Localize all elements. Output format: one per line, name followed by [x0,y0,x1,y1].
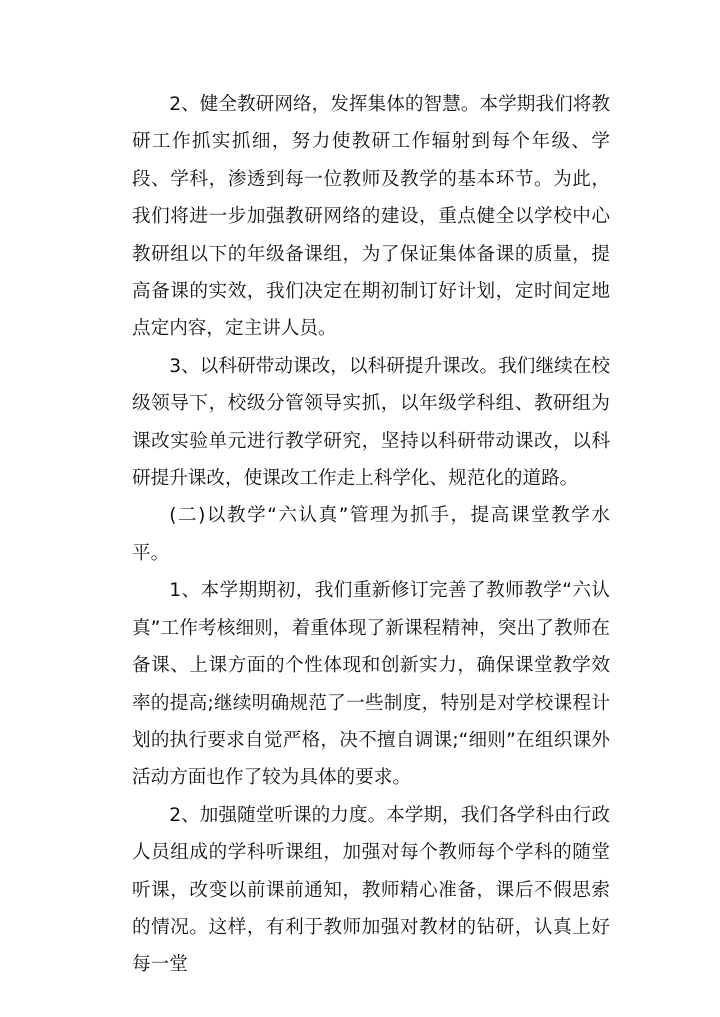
section-heading-2: (二)以教学“六认真”管理为抓手，提高课堂教学水平。 [132,505,610,564]
paragraph-item-3: 3、以科研带动课改，以科研提升课改。我们继续在校级领导下，校级分管领导实抓，以年级学科组、教研组为课改实验单元进行教学研究，坚持以科研带动课改，以科研提升课改，使课改工作走上科学化、规范化的道路。 [132,355,610,490]
paragraph-item-2b: 2、加强随堂听课的力度。本学期，我们各学科由行政人员组成的学科听课组，加强对每个教师每个学科的随堂听课，改变以前课前通知，教师精心准备，课后不假思索的情况。这样，有利于教师加强对教材的钻研，认真上好每一堂 [132,804,610,976]
paragraph-item-1: 1、本学期期初，我们重新修订完善了教师教学“六认真”工作考核细则，着重体现了新课程精神，突出了教师在备课、上课方面的个性体现和创新实力，确保课堂教学效率的提高;继续明确规范了一些制度，特别是对学校课程计划的执行要求自觉严格，决不擅自调课;“细则”在组织课外活动方面也作了较为具体的要求。 [132,580,610,789]
paragraph-item-2: 2、健全教研网络，发挥集体的智慧。本学期我们将教研工作抓实抓细，努力使教研工作辐射到每个年级、学段、学科，渗透到每一位教师及教学的基本环节。为此，我们将进一步加强教研网络的建设，重点健全以学校中心教研组以下的年级备课组，为了保证集体备课的质量，提高备课的实效，我们决定在期初制订好计划，定时间定地点定内容，定主讲人员。 [132,94,610,340]
document-body [132,86,610,984]
